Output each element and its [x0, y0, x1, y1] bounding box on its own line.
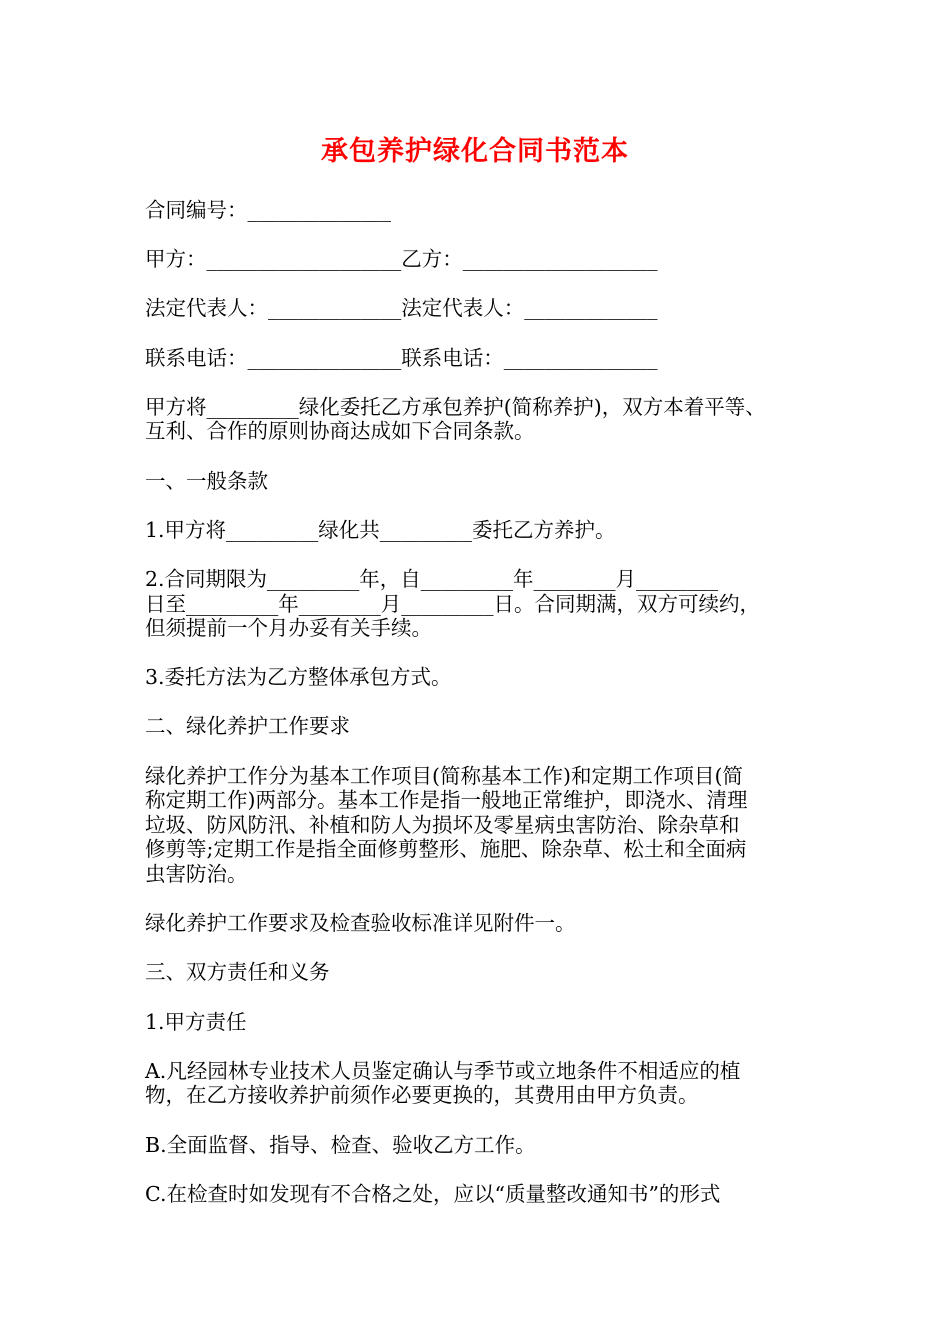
paragraph-line: 称定期工作)两部分。基本工作是指一般地正常维护，即浇水、清理 — [145, 788, 748, 813]
paragraph-line: 3.委托方法为乙方整体承包方式。 — [145, 665, 452, 690]
paragraph-line: A.凡经园林专业技术人员鉴定确认与季节或立地条件不相适应的植 — [145, 1058, 741, 1083]
paragraph-line: 修剪等;定期工作是指全面修剪整形、施肥、除杂草、松土和全面病 — [145, 837, 747, 862]
paragraph — [145, 395, 835, 444]
paragraph-line: 1.甲方将_________绿化共_________委托乙方养护。 — [145, 517, 616, 542]
paragraph — [145, 714, 835, 739]
paragraph — [145, 247, 835, 272]
paragraph-line: 法定代表人：_____________法定代表人：_____________ — [145, 296, 658, 321]
paragraph-line: 甲方：___________________乙方：___________________ — [145, 247, 658, 272]
paragraph — [145, 1010, 835, 1035]
paragraph — [145, 469, 835, 494]
paragraph — [145, 1133, 835, 1158]
paragraph — [145, 198, 835, 223]
paragraph-line: 2.合同期限为_________年，自_________年________月________ — [145, 566, 719, 591]
paragraph-line: 合同编号：______________ — [145, 198, 391, 222]
paragraph-line: 甲方将_________绿化委托乙方承包养护(简称养护)，双方本着平等、 — [145, 394, 766, 419]
paragraph-line: 1.甲方责任 — [145, 1009, 247, 1034]
paragraph — [145, 911, 835, 936]
paragraph-line: B.全面监督、指导、检查、验收乙方工作。 — [145, 1132, 536, 1157]
paragraph — [145, 764, 835, 887]
paragraph-line: C.在检查时如发现有不合格之处，应以“质量整改通知书”的形式 — [145, 1181, 721, 1206]
paragraph — [145, 296, 835, 321]
paragraph — [145, 960, 835, 985]
document-title: 承包养护绿化合同书范本 — [321, 136, 629, 167]
paragraph-line: 绿化养护工作要求及检查验收标准详见附件一。 — [145, 911, 576, 936]
paragraph — [145, 665, 835, 690]
paragraph — [145, 567, 835, 641]
paragraph-line: 互利、合作的原则协商达成如下合同条款。 — [145, 419, 535, 444]
paragraph — [145, 1182, 835, 1207]
paragraph-line: 三、双方责任和义务 — [145, 960, 330, 985]
document-body — [145, 198, 835, 1231]
paragraph-line: 绿化养护工作分为基本工作项目(简称基本工作)和定期工作项目(简 — [145, 763, 743, 788]
paragraph-line: 日至_________年________月_________日。合同期满，双方可续约， — [145, 591, 760, 616]
paragraph — [145, 346, 835, 371]
paragraph-line: 二、绿化养护工作要求 — [145, 714, 350, 739]
paragraph-line: 联系电话：_______________联系电话：_______________ — [145, 345, 658, 370]
paragraph-line: 物，在乙方接收养护前须作必要更换的，其费用由甲方负责。 — [145, 1083, 699, 1108]
paragraph — [145, 518, 835, 543]
paragraph-line: 虫害防治。 — [145, 862, 248, 887]
paragraph-line: 但须提前一个月办妥有关手续。 — [145, 616, 432, 641]
paragraph-line: 一、一般条款 — [145, 468, 268, 493]
paragraph-line: 垃圾、防风防汛、补植和防人为损坏及零星病虫害防治、除杂草和 — [145, 812, 740, 837]
paragraph — [145, 1059, 835, 1108]
